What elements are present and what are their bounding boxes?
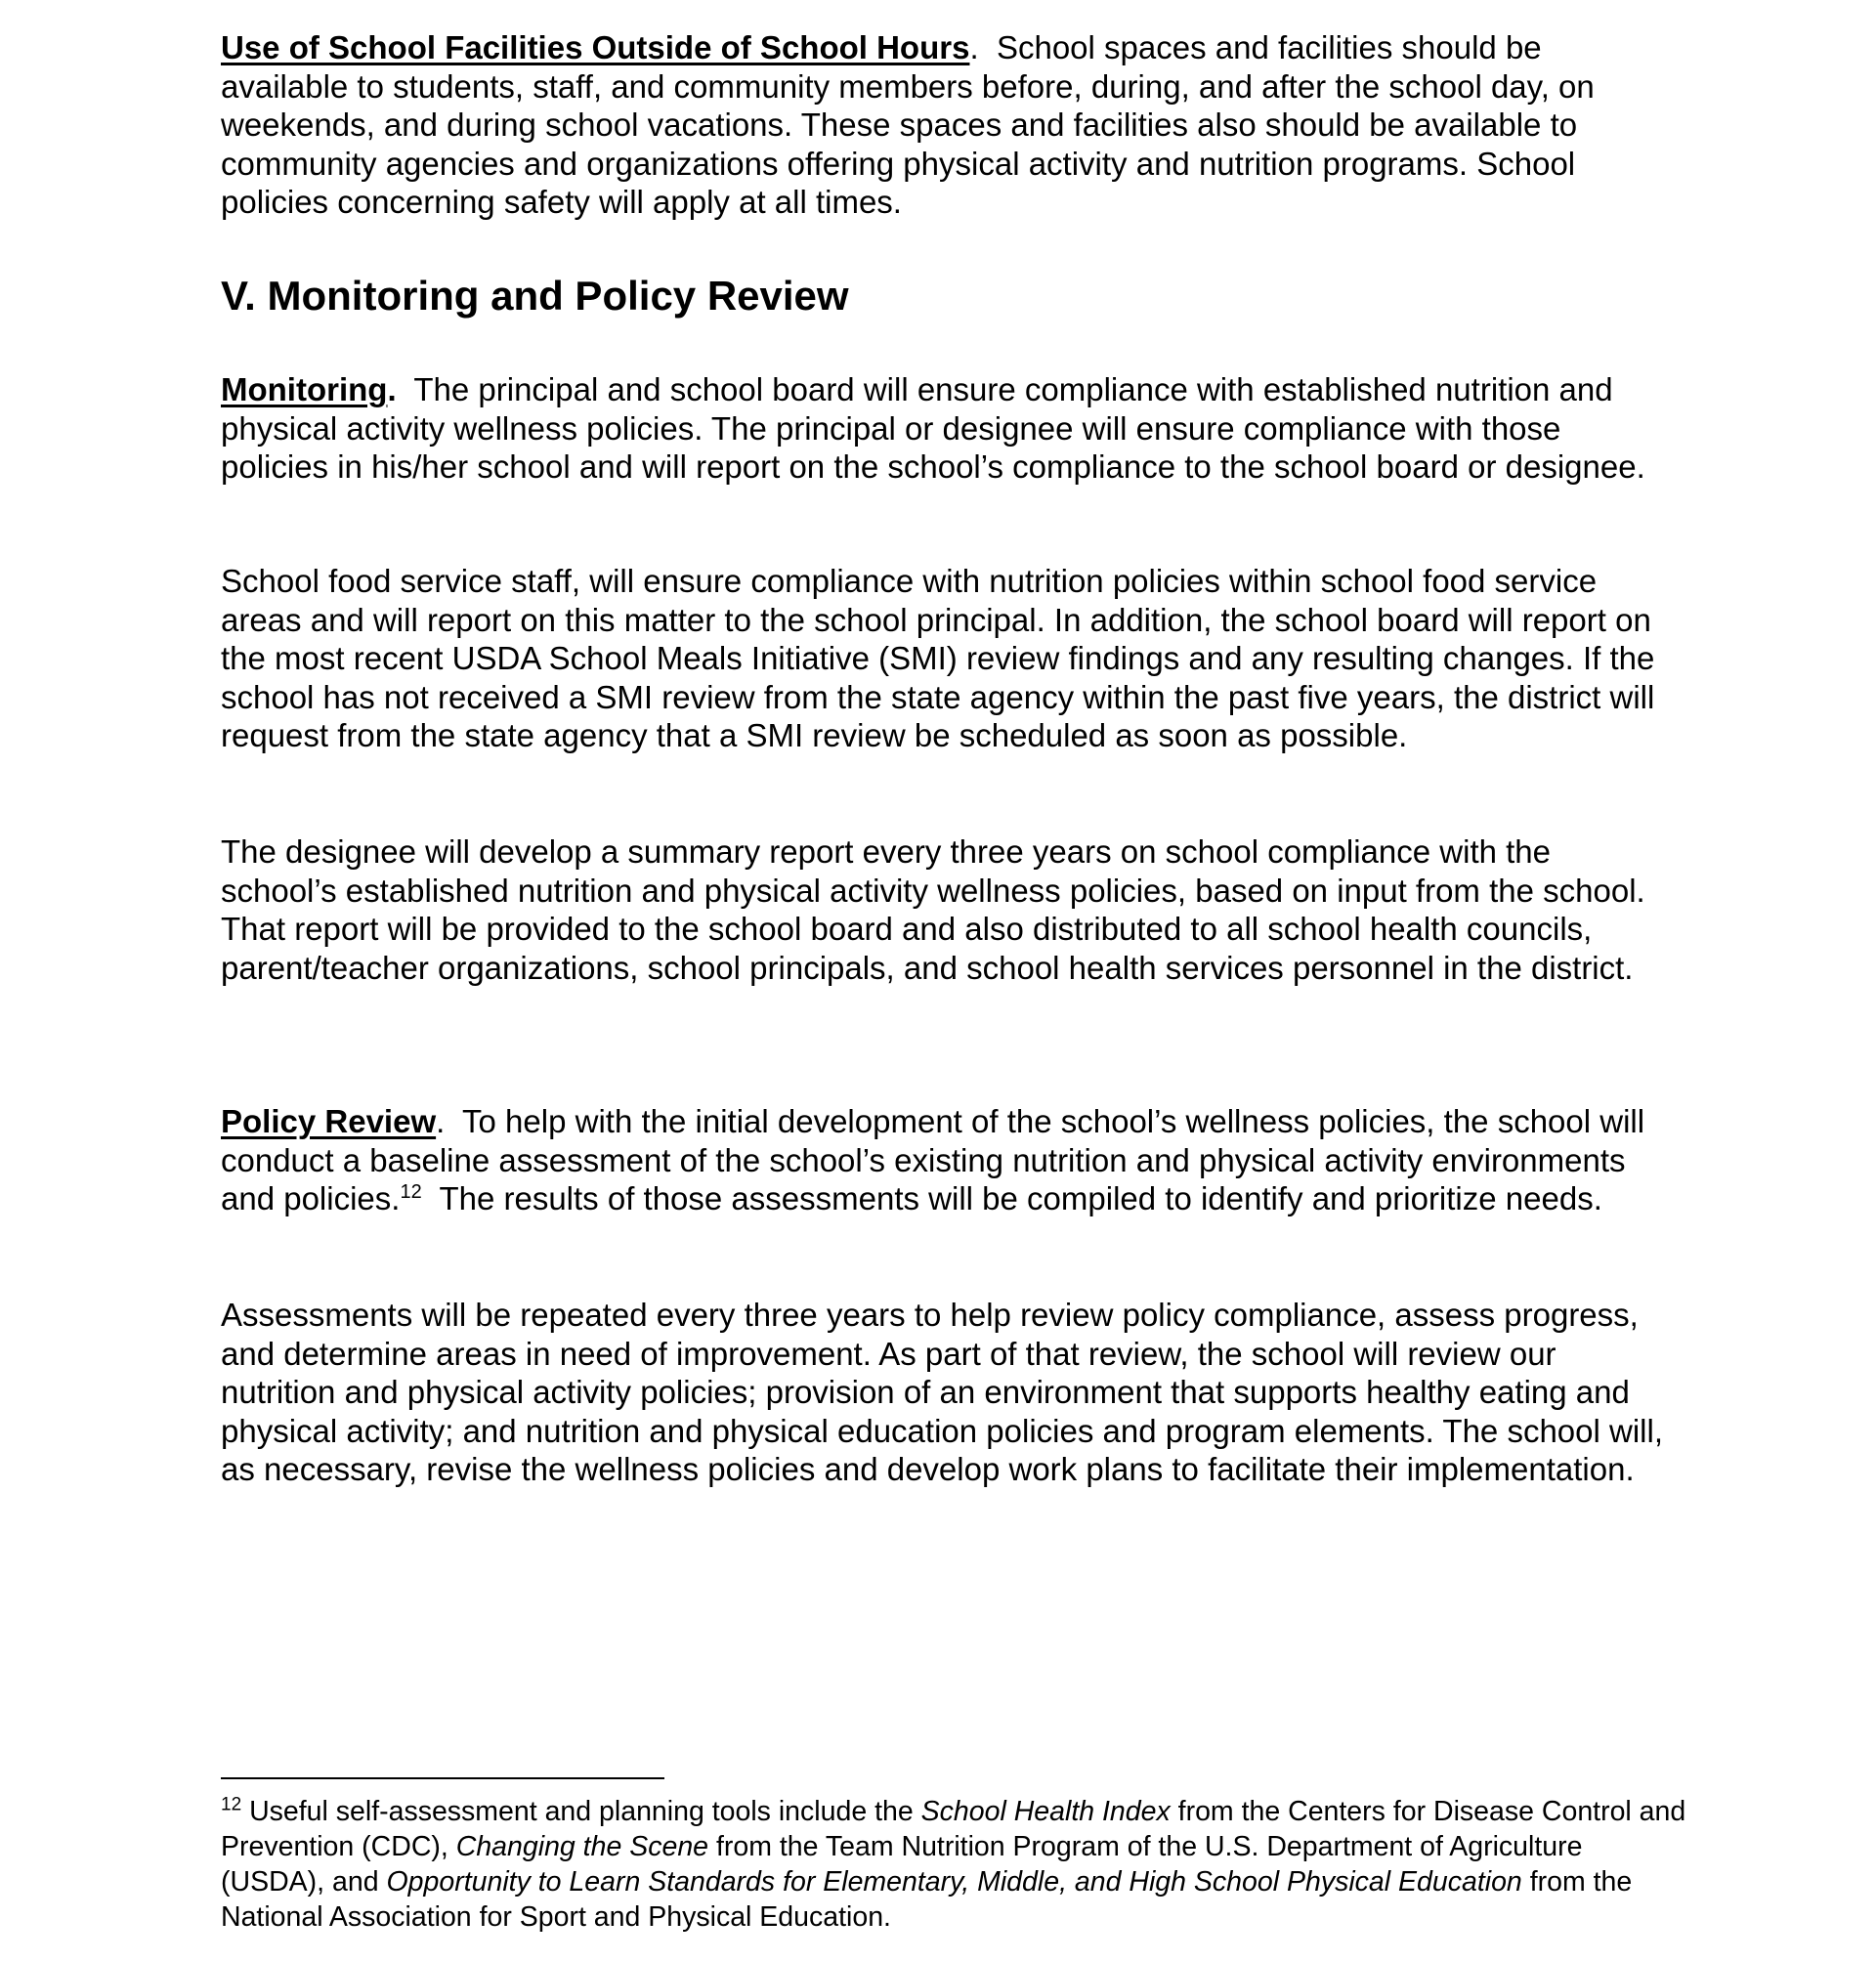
food-service-paragraph: School food service staff, will ensure compliance with nutrition policies within school food service areas and will report on this matter to the school principal. In addition, the school board will report on the most recent USDA School Meals Initiative (SMI) review findings and any resulting changes. If the school has not received a SMI review from the state agency within the past five years, the district will request from the state agency that a SMI review be scheduled as soon as possible. <box>221 563 1655 753</box>
policy-review-section <box>221 1102 1667 1218</box>
facilities-title: Use of School Facilities Outside of School Hours <box>221 29 970 65</box>
footnote-title-school-health-index: School Health Index <box>920 1796 1171 1827</box>
policy-review-paragraph <box>221 1102 1667 1218</box>
footnote-title-opportunity-to-learn: Opportunity to Learn Standards for Elementary, Middle, and High School Physical Education <box>386 1866 1522 1898</box>
footnote-title-changing-the-scene: Changing the Scene <box>455 1831 709 1862</box>
policy-review-body-b: The results of those assessments will be compiled to identify and prioritize needs. <box>439 1180 1602 1216</box>
policy-review-title-punct: . <box>436 1103 446 1139</box>
monitoring-paragraph <box>221 370 1667 487</box>
policy-review-body-a: To help with the initial development of the school’s wellness policies, the school will conduct a baseline assessment of the school’s existing nutrition and physical activity environments and policies. <box>221 1103 1645 1216</box>
footnote-text-4: from the National Association for Sport and Physical Education. <box>221 1866 1633 1933</box>
assessments-section <box>221 1296 1667 1489</box>
policy-review-title: Policy Review <box>221 1103 437 1139</box>
summary-report-paragraph: The designee will develop a summary report every three years on school compliance with the school’s established nutrition and physical activity wellness policies, based on input from the school. That report will be provided to the school board and also distributed to all school health councils, parent/teacher organizations, school principals, and school health services personnel in the district. <box>221 833 1645 986</box>
section-heading: V. Monitoring and Policy Review <box>221 273 849 319</box>
monitoring-title-punct: . <box>387 371 397 407</box>
footnote <box>221 1794 1686 1935</box>
footnote-text-1: Useful self-assessment and planning tools include the <box>249 1796 914 1827</box>
footnote-reference: 12 <box>400 1181 422 1203</box>
footnote-text-2: from the Centers for Disease Control and Prevention (CDC), <box>221 1796 1686 1862</box>
monitoring-title: Monitoring <box>221 371 388 407</box>
facilities-title-punct: . <box>969 29 979 65</box>
footnote-divider <box>221 1777 664 1779</box>
facilities-paragraph <box>221 28 1667 222</box>
assessments-paragraph: Assessments will be repeated every three years to help review policy compliance, assess progress, and determine areas in need of improvement. As part of that review, the school will review our nutrition and physical activity policies; provision of an environment that supports healthy eating and physical activity; and nutrition and physical education policies and program elements. The school will, as necessary, revise the wellness policies and develop work plans to facilitate their implementation. <box>221 1297 1664 1487</box>
facilities-body: School spaces and facilities should be available to students, staff, and community members before, during, and after the school day, on weekends, and during school vacations. These spaces and facilities also should be available to community agencies and organizations offering physical activity and nutrition programs. School policies concerning safety will apply at all times. <box>221 29 1595 220</box>
summary-report-section <box>221 832 1667 987</box>
footnote-text <box>221 1794 1686 1935</box>
food-service-section <box>221 562 1667 755</box>
monitoring-section <box>221 370 1667 487</box>
footnote-number: 12 <box>221 1794 242 1815</box>
monitoring-body: The principal and school board will ensure compliance with established nutrition and physical activity wellness policies. The principal or designee will ensure compliance with those policies in his/her school and will report on the school’s compliance to the school board or designee. <box>221 371 1645 485</box>
footnote-text-3: from the Team Nutrition Program of the U.S. Department of Agriculture (USDA), and <box>221 1831 1583 1898</box>
facilities-section <box>221 28 1667 222</box>
